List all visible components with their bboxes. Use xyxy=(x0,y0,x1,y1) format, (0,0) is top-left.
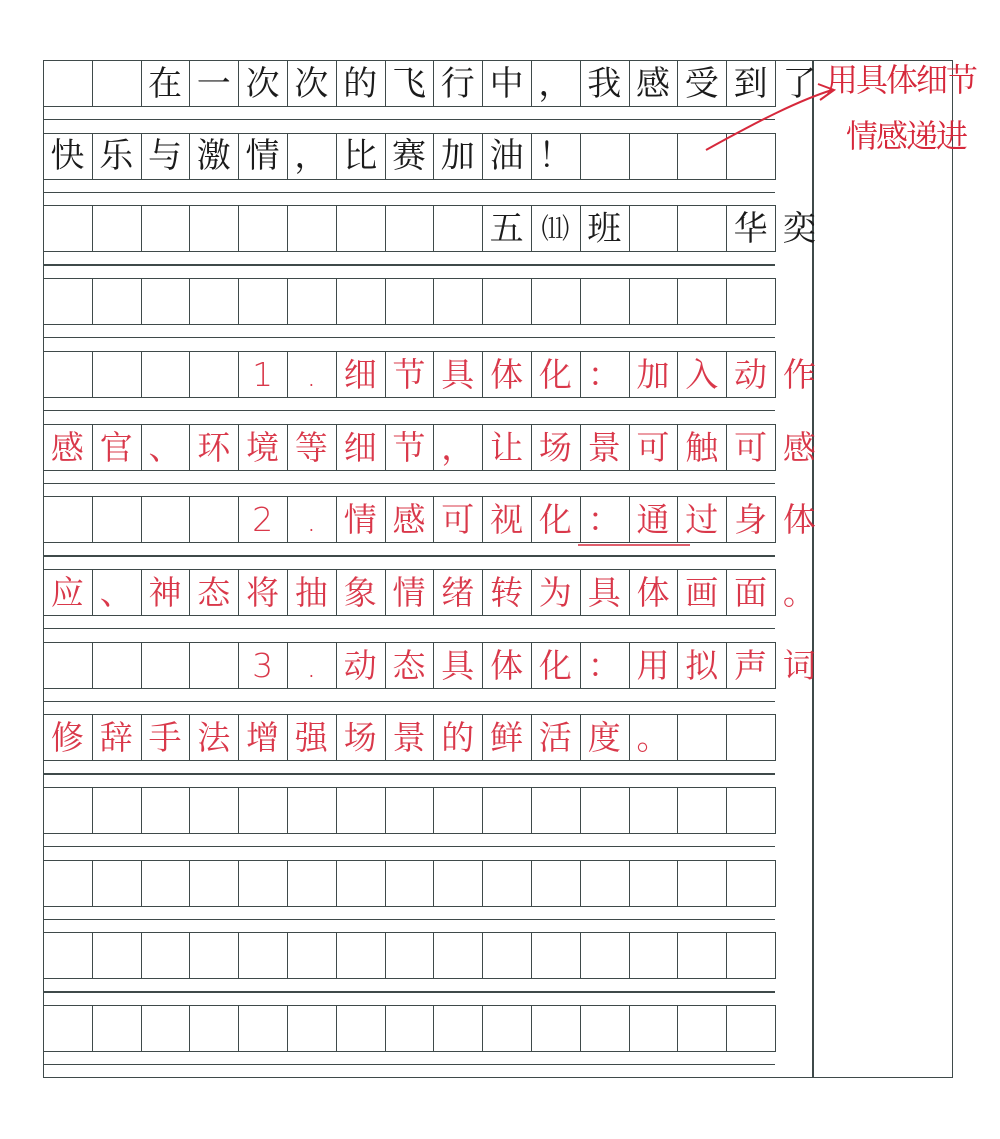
grid-cell xyxy=(189,1005,239,1052)
grid-cell xyxy=(629,932,679,979)
essay-char: 官 xyxy=(99,427,133,467)
essay-char: 到 xyxy=(733,63,768,104)
grid-cell xyxy=(482,278,532,325)
grid-cell xyxy=(92,642,142,689)
row-gap-line xyxy=(43,192,775,193)
essay-char: 情 xyxy=(245,136,280,177)
essay-char: 增 xyxy=(246,718,280,758)
essay-char: 2 xyxy=(252,500,274,540)
essay-char: 神 xyxy=(148,572,182,612)
grid-cell xyxy=(677,278,727,325)
essay-char: 化 xyxy=(538,354,572,394)
essay-char: 为 xyxy=(538,572,572,612)
grid-cell xyxy=(92,932,142,979)
row-gap-line xyxy=(43,337,775,338)
grid-cell xyxy=(726,860,776,907)
essay-char: 强 xyxy=(294,718,328,758)
row-gap-line xyxy=(43,1064,775,1065)
grid-cell xyxy=(385,205,435,252)
teacher-margin-note xyxy=(826,60,996,157)
essay-char: 象 xyxy=(343,572,377,612)
essay-char: 应 xyxy=(50,572,84,612)
essay-char: 可 xyxy=(636,427,670,467)
row-gap-line xyxy=(43,410,775,411)
grid-cell xyxy=(629,860,679,907)
grid-cell xyxy=(482,932,532,979)
grid-cell xyxy=(43,642,93,689)
row-gap-line xyxy=(43,701,775,702)
essay-char xyxy=(629,205,678,252)
essay-char: 鲜 xyxy=(490,718,524,758)
essay-char: 细 xyxy=(343,354,377,394)
grid-cell xyxy=(726,787,776,834)
grid-cell xyxy=(141,351,191,398)
essay-char: 面 xyxy=(734,572,768,612)
essay-char: 乐 xyxy=(99,136,134,177)
grid-cell xyxy=(43,860,93,907)
grid-cell xyxy=(336,278,386,325)
grid-cell xyxy=(482,1005,532,1052)
essay-char: 辞 xyxy=(99,718,133,758)
essay-char: 入 xyxy=(685,354,719,394)
essay-char: 化 xyxy=(538,645,572,685)
grid-cell xyxy=(238,860,288,907)
grid-cell xyxy=(43,205,93,252)
essay-char: 次 xyxy=(294,63,329,104)
grid-cell xyxy=(385,787,435,834)
grid-cell xyxy=(43,351,93,398)
essay-char: 绪 xyxy=(441,572,475,612)
essay-char: 在 xyxy=(147,63,182,104)
essay-char: 度 xyxy=(587,718,621,758)
essay-char: 的 xyxy=(343,63,378,104)
essay-char: ， xyxy=(294,136,329,177)
essay-char: 比 xyxy=(343,136,378,177)
grid-cell xyxy=(433,1005,483,1052)
essay-char: . xyxy=(306,500,317,540)
grid-cell xyxy=(433,932,483,979)
essay-char: 情 xyxy=(343,500,377,540)
grid-cell xyxy=(92,60,142,107)
grid-cell xyxy=(726,1005,776,1052)
essay-char: 中 xyxy=(489,63,524,104)
essay-char: 将 xyxy=(246,572,280,612)
grid-cell xyxy=(580,787,630,834)
essay-char: 了 xyxy=(782,63,817,104)
essay-char: ： xyxy=(587,645,621,685)
essay-char: ， xyxy=(538,63,573,104)
essay-char: 让 xyxy=(490,427,524,467)
essay-char: 节 xyxy=(392,427,426,467)
row-gap-line xyxy=(43,555,775,556)
grid-cell xyxy=(629,278,679,325)
grid-cell xyxy=(580,932,630,979)
essay-char: 拟 xyxy=(685,645,719,685)
grid-cell xyxy=(238,1005,288,1052)
grid-cell xyxy=(433,787,483,834)
essay-char: 具 xyxy=(441,354,475,394)
essay-char: 境 xyxy=(246,427,280,467)
essay-char: 受 xyxy=(684,63,719,104)
essay-char: 通 xyxy=(636,500,670,540)
grid-cell xyxy=(726,133,776,180)
grid-cell xyxy=(92,205,142,252)
essay-char: 景 xyxy=(587,427,621,467)
grid-cell xyxy=(677,932,727,979)
essay-char: ： xyxy=(587,500,621,540)
essay-char: 、 xyxy=(148,427,182,467)
grid-cell xyxy=(726,278,776,325)
essay-char: 体 xyxy=(782,500,816,540)
grid-cell xyxy=(189,496,239,543)
grid-cell xyxy=(385,278,435,325)
grid-cell xyxy=(531,278,581,325)
grid-cell xyxy=(433,278,483,325)
grid-cell xyxy=(189,278,239,325)
grid-cell xyxy=(580,133,630,180)
essay-char: 用 xyxy=(636,645,670,685)
essay-char xyxy=(677,205,726,252)
essay-char: 行 xyxy=(440,63,475,104)
essay-char: 的 xyxy=(441,718,475,758)
essay-char: 法 xyxy=(197,718,231,758)
essay-char: 转 xyxy=(490,572,524,612)
grid-cell xyxy=(189,932,239,979)
row-gap-line xyxy=(43,991,775,992)
essay-char: 体 xyxy=(636,572,670,612)
row-gap-line xyxy=(43,628,775,629)
essay-char: . xyxy=(306,354,317,394)
essay-char: 具 xyxy=(587,572,621,612)
grid-cell xyxy=(677,714,727,761)
grid-cell xyxy=(141,278,191,325)
essay-char: 、 xyxy=(99,572,133,612)
grid-cell xyxy=(287,787,337,834)
essay-char: 可 xyxy=(734,427,768,467)
essay-char: 。 xyxy=(782,572,816,612)
essay-char: 加 xyxy=(636,354,670,394)
essay-char: 感 xyxy=(392,500,426,540)
grid-cell xyxy=(287,860,337,907)
essay-char: 激 xyxy=(196,136,231,177)
grid-cell xyxy=(336,860,386,907)
grid-cell xyxy=(43,787,93,834)
essay-char: 动 xyxy=(734,354,768,394)
grid-cell xyxy=(92,496,142,543)
grid-cell xyxy=(580,860,630,907)
essay-char: 景 xyxy=(392,718,426,758)
essay-char: 3 xyxy=(252,645,274,685)
grid-cell xyxy=(629,787,679,834)
grid-cell xyxy=(531,932,581,979)
grid-cell xyxy=(531,860,581,907)
essay-char: ⑾ xyxy=(541,211,570,245)
grid-cell xyxy=(287,1005,337,1052)
essay-char: 等 xyxy=(294,427,328,467)
grid-cell xyxy=(287,205,337,252)
grid-cell xyxy=(43,278,93,325)
essay-char: 修 xyxy=(50,718,84,758)
essay-char: 化 xyxy=(538,500,572,540)
grid-cell xyxy=(43,60,93,107)
essay-char: 态 xyxy=(392,645,426,685)
grid-cell xyxy=(385,860,435,907)
grid-cell xyxy=(141,642,191,689)
essay-char: 我 xyxy=(587,63,622,104)
essay-char: 一 xyxy=(196,63,231,104)
row-gap-line xyxy=(43,264,775,265)
essay-char: 态 xyxy=(197,572,231,612)
grid-cell xyxy=(531,1005,581,1052)
grid-cell xyxy=(141,932,191,979)
margin-note-line-1: 用具体细节 xyxy=(826,61,977,99)
grid-cell xyxy=(238,278,288,325)
grid-cell xyxy=(629,133,679,180)
grid-cell xyxy=(531,787,581,834)
essay-char: 华 xyxy=(733,208,768,249)
essay-char: . xyxy=(306,645,317,685)
grid-cell xyxy=(287,932,337,979)
grid-cell xyxy=(336,205,386,252)
grid-cell xyxy=(43,932,93,979)
grid-cell xyxy=(336,932,386,979)
essay-char: ， xyxy=(441,427,475,467)
grid-cell xyxy=(385,1005,435,1052)
grid-cell xyxy=(92,278,142,325)
essay-char: 体 xyxy=(490,354,524,394)
grid-cell xyxy=(189,205,239,252)
grid-cell xyxy=(92,1005,142,1052)
essay-char: 节 xyxy=(392,354,426,394)
grid-cell xyxy=(43,496,93,543)
essay-char: 快 xyxy=(50,136,85,177)
grid-cell xyxy=(336,787,386,834)
grid-cell xyxy=(238,932,288,979)
grid-cell xyxy=(629,1005,679,1052)
grid-cell xyxy=(726,714,776,761)
grid-cell xyxy=(189,787,239,834)
essay-char: 动 xyxy=(343,645,377,685)
essay-char: 触 xyxy=(685,427,719,467)
grid-cell xyxy=(238,205,288,252)
grid-cell xyxy=(141,1005,191,1052)
essay-char: 。 xyxy=(636,718,670,758)
grid-cell xyxy=(726,932,776,979)
essay-char: 画 xyxy=(685,572,719,612)
essay-char: 油 xyxy=(489,136,524,177)
essay-char: ： xyxy=(587,354,621,394)
essay-char: 体 xyxy=(490,645,524,685)
essay-char: 视 xyxy=(490,500,524,540)
grid-cell xyxy=(92,787,142,834)
essay-char: 声 xyxy=(734,645,768,685)
grid-cell xyxy=(141,205,191,252)
row-gap-line xyxy=(43,119,775,120)
row-gap-line xyxy=(43,846,775,847)
grid-cell xyxy=(238,787,288,834)
essay-char: 1 xyxy=(252,354,274,394)
grid-cell xyxy=(43,1005,93,1052)
essay-char: 活 xyxy=(538,718,572,758)
essay-char: 情 xyxy=(392,572,426,612)
essay-char: 加 xyxy=(440,136,475,177)
essay-char: 与 xyxy=(147,136,182,177)
essay-char: 作 xyxy=(782,354,816,394)
grid-cell xyxy=(189,351,239,398)
essay-char: 班 xyxy=(587,208,622,249)
essay-char: 感 xyxy=(635,63,670,104)
essay-char: 细 xyxy=(343,427,377,467)
grid-cell xyxy=(677,860,727,907)
essay-char: 可 xyxy=(441,500,475,540)
grid-cell xyxy=(92,351,142,398)
essay-char: 抽 xyxy=(294,572,328,612)
essay-char: 奕 xyxy=(782,208,817,249)
essay-char: 飞 xyxy=(391,63,426,104)
grid-cell xyxy=(482,860,532,907)
grid-cell xyxy=(287,278,337,325)
essay-char: 感 xyxy=(50,427,84,467)
essay-char: 具 xyxy=(441,645,475,685)
essay-char: 场 xyxy=(538,427,572,467)
grid-cell xyxy=(141,787,191,834)
row-gap-line xyxy=(43,483,775,484)
grid-cell xyxy=(433,860,483,907)
essay-char: 身 xyxy=(734,500,768,540)
grid-cell xyxy=(385,932,435,979)
grid-cell xyxy=(482,787,532,834)
grid-cell xyxy=(92,860,142,907)
row-gap-line xyxy=(43,919,775,920)
grid-cell xyxy=(141,496,191,543)
essay-char: 赛 xyxy=(391,136,426,177)
essay-char: 词 xyxy=(782,645,816,685)
margin-note-line-2: 情感递进 xyxy=(846,116,967,155)
essay-char: 过 xyxy=(685,500,719,540)
grid-cell xyxy=(141,860,191,907)
essay-char: 场 xyxy=(343,718,377,758)
grid-cell xyxy=(189,860,239,907)
grid-cell xyxy=(433,205,483,252)
essay-char: 五 xyxy=(489,208,524,249)
essay-char: 手 xyxy=(148,718,182,758)
essay-char: 次 xyxy=(245,63,280,104)
essay-char: ！ xyxy=(538,136,573,177)
grid-cell xyxy=(580,278,630,325)
grid-cell xyxy=(336,1005,386,1052)
essay-char: 感 xyxy=(782,427,816,467)
grid-cell xyxy=(677,133,727,180)
grid-cell xyxy=(677,787,727,834)
row-gap-line xyxy=(43,773,775,774)
grid-cell xyxy=(580,1005,630,1052)
essay-char: 环 xyxy=(197,427,231,467)
grid-cell xyxy=(677,1005,727,1052)
grid-cell xyxy=(189,642,239,689)
